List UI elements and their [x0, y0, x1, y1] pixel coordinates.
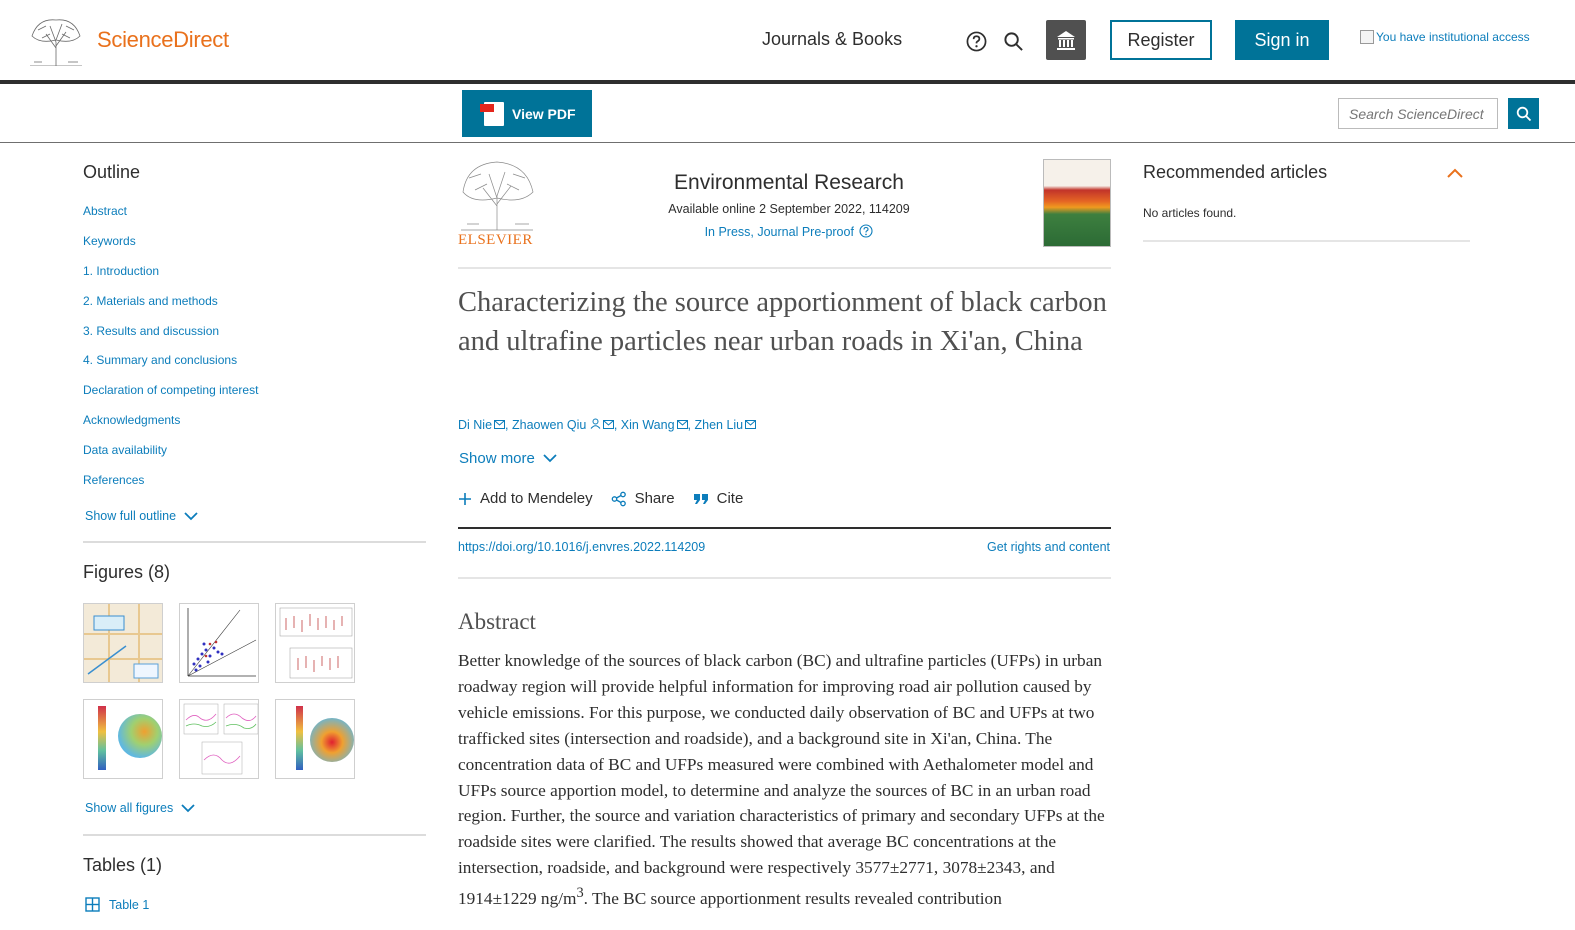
sidebar-divider: [83, 834, 426, 836]
share-icon: [611, 491, 627, 507]
recommended-articles-title[interactable]: Recommended articles: [1143, 162, 1328, 182]
outline-item[interactable]: 3. Results and discussion: [83, 323, 220, 338]
outline-item[interactable]: 2. Materials and methods: [83, 293, 218, 308]
cite-button[interactable]: [693, 490, 744, 507]
article-toolbar: [0, 84, 1575, 143]
map-figure-thumb: [84, 604, 163, 683]
plus-icon: [458, 492, 472, 506]
main-divider: [458, 267, 1111, 269]
institution-icon: [1055, 29, 1077, 51]
sidebar-divider: [83, 541, 426, 543]
show-all-figures-link[interactable]: [85, 801, 195, 815]
nav-journals-books[interactable]: Journals & Books: [762, 29, 903, 49]
article-title: Characterizing the source apportionment of black carbon and ultrafine particles near urban roads in Xi'an, China: [458, 287, 1107, 357]
email-icon[interactable]: [603, 420, 614, 429]
abstract-text: Better knowledge of the sources of black carbon (BC) and ultrafine particles (UFPs) in urban roadway region will provide helpful information for improving road air pollution caused by vehicle emissions. For this purpose, we conducted daily observation of BC and UFPs at two trafficked sites (intersection and roadside), and a background site in Xi'an, China. The concentration data of BC and UFPs measured were combined with Aethalometer model and UFPs source apportion model, to determine and analyze the sources of BC in an urban road region. Further, the source and variation characteristics of primary and secondary UFPs at the roadside sites were clarified. The results showed that average BC concentrations at the intersection, roadside, and background were respectively 3577±2771, 3078±2343, and 1914±1229 ng/m: [458, 651, 1105, 908]
show-more-label: Show more: [459, 450, 535, 467]
figure-thumbnail-2[interactable]: [179, 603, 259, 683]
pdf-icon: [484, 102, 504, 126]
add-to-mendeley-button[interactable]: [458, 490, 593, 507]
email-icon[interactable]: [745, 420, 756, 429]
table-1-label: Table 1: [109, 897, 150, 912]
article-actions: [458, 490, 743, 507]
heatmap-figure-thumb: [84, 700, 163, 779]
view-pdf-label: View PDF: [512, 105, 576, 122]
article-header-divider: [458, 527, 1111, 529]
in-press-status[interactable]: [458, 224, 1120, 239]
quote-icon: [693, 492, 709, 506]
register-button[interactable]: Register: [1110, 20, 1212, 60]
search-icon[interactable]: [1003, 31, 1024, 52]
table-icon: [85, 897, 100, 912]
outline-item[interactable]: References: [83, 473, 145, 488]
author-link[interactable]: Di Nie: [458, 418, 493, 432]
author-list: Di Nie , Zhaowen Qiu , Xin Wang , Zhen Liu: [458, 418, 756, 432]
figures-title: Figures (8): [83, 562, 171, 582]
rights-link[interactable]: Get rights and content: [987, 540, 1110, 554]
show-full-outline-link[interactable]: [85, 509, 198, 523]
abstract-superscript: 3: [576, 885, 584, 902]
chevron-down-icon: [181, 804, 195, 813]
figure-thumbnail-4[interactable]: [83, 699, 163, 779]
add-to-mendeley-label: Add to Mendeley: [480, 490, 593, 507]
top-header: [0, 0, 1575, 80]
show-more-button[interactable]: [459, 450, 557, 467]
author-link[interactable]: Zhaowen Qiu: [512, 418, 587, 432]
available-online-date: Available online 2 September 2022, 114209: [668, 202, 910, 216]
in-press-label: In Press, Journal Pre-proof: [704, 225, 854, 239]
share-button[interactable]: [611, 490, 675, 507]
outline-item[interactable]: Declaration of competing interest: [83, 383, 259, 398]
outline-item[interactable]: 4. Summary and conclusions: [83, 353, 238, 368]
abstract-body: [458, 648, 1118, 912]
outline-item[interactable]: 1. Introduction: [83, 263, 160, 278]
show-full-outline-label: Show full outline: [85, 509, 177, 523]
author-link[interactable]: Zhen Liu: [694, 418, 744, 432]
doi-link[interactable]: https://doi.org/10.1016/j.envres.2022.114209: [458, 540, 706, 554]
institution-button[interactable]: [1046, 20, 1086, 60]
journal-cover-image[interactable]: [1043, 159, 1111, 247]
view-pdf-button[interactable]: [462, 90, 592, 137]
search-icon: [1516, 106, 1532, 122]
share-label: Share: [634, 490, 675, 507]
scatter-figure-thumb: [180, 604, 259, 683]
search-submit-button[interactable]: [1508, 98, 1539, 129]
outline-list: [83, 204, 258, 503]
institutional-access-badge[interactable]: [1360, 30, 1530, 44]
recommended-divider: [1143, 240, 1470, 242]
email-icon[interactable]: [677, 420, 688, 429]
table-1-link[interactable]: [85, 897, 149, 912]
cite-label: Cite: [716, 490, 744, 507]
help-icon[interactable]: [966, 31, 987, 52]
chevron-down-icon: [543, 454, 557, 463]
tables-title: Tables (1): [83, 855, 163, 875]
figure-thumbnail-1[interactable]: [83, 603, 163, 683]
line-figure-thumb: [180, 700, 259, 779]
sign-in-button[interactable]: Sign in: [1235, 20, 1329, 60]
elsevier-tree-logo[interactable]: [28, 14, 84, 66]
figure-thumbnail-3[interactable]: [275, 603, 355, 683]
journal-name[interactable]: Environmental Research: [674, 171, 904, 194]
show-all-figures-label: Show all figures: [85, 801, 174, 815]
outline-item[interactable]: Acknowledgments: [83, 413, 181, 428]
abstract-text-tail: . The BC source apportionment results revealed contribution: [583, 888, 1002, 908]
boxplot-figure-thumb: [276, 604, 355, 683]
figure-thumbnail-5[interactable]: [179, 699, 259, 779]
abstract-heading: Abstract: [458, 609, 536, 634]
author-link[interactable]: Xin Wang: [620, 418, 675, 432]
brand-name[interactable]: ScienceDirect: [97, 27, 229, 52]
outline-item[interactable]: Data availability: [83, 443, 168, 458]
heatmap-figure-thumb: [276, 700, 355, 779]
email-icon[interactable]: [494, 420, 505, 429]
chevron-down-icon: [184, 512, 198, 521]
broken-image-icon: [1360, 30, 1374, 44]
search-sciencedirect-input[interactable]: [1338, 98, 1498, 129]
no-articles-message: No articles found.: [1143, 206, 1237, 220]
person-icon[interactable]: [590, 418, 601, 429]
institutional-access-text: You have institutional access: [1376, 30, 1530, 44]
outline-item[interactable]: Abstract: [83, 204, 128, 218]
outline-item[interactable]: Keywords: [83, 233, 136, 248]
elsevier-wordmark: ELSEVIER: [458, 232, 533, 248]
help-icon: [859, 224, 873, 238]
outline-title: Outline: [83, 162, 141, 182]
main-divider: [458, 577, 1111, 579]
figure-thumbnail-6[interactable]: [275, 699, 355, 779]
chevron-up-icon[interactable]: [1446, 166, 1464, 180]
